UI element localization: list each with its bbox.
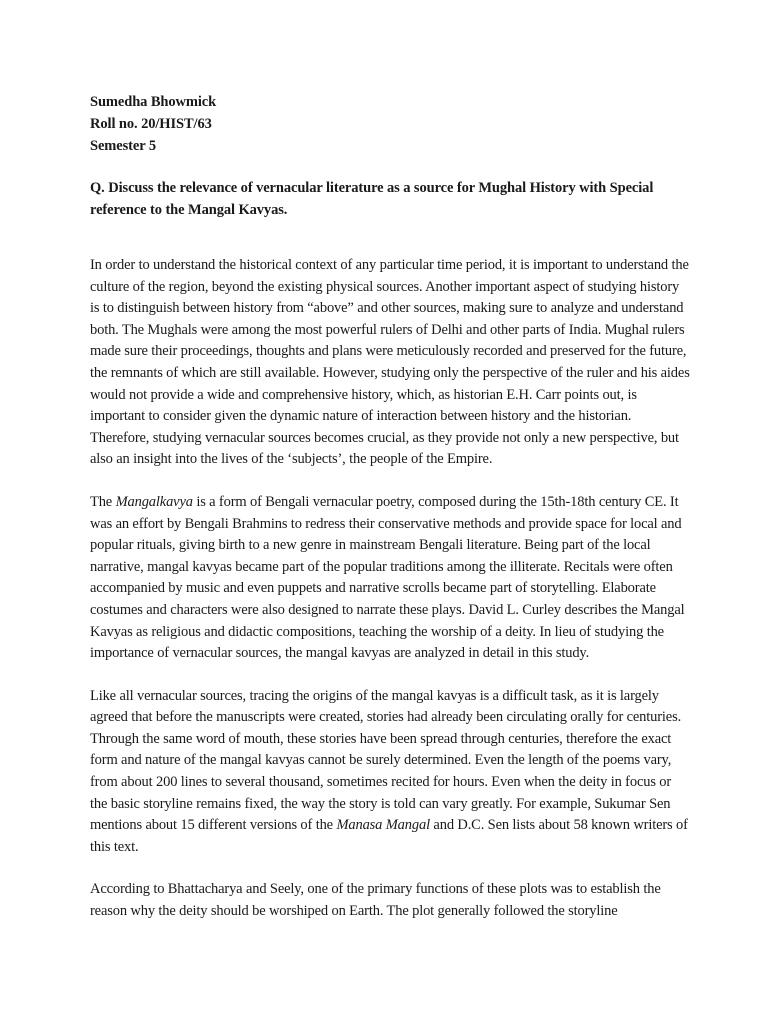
- author-block: [90, 91, 690, 157]
- paragraph-2: [90, 492, 690, 665]
- roll-number: Roll no. 20/HIST/63: [90, 116, 212, 132]
- semester: Semester 5: [90, 138, 156, 154]
- document-page: [90, 91, 690, 923]
- paragraph-1: In order to understand the historical context of any particular time period, it is important to understand the culture of the region, beyond the existing physical sources. Another important aspect of studying history is to distinguish between history from “above” and other sources, making sure to analyze and understand both. The Mughals were among the most powerful rulers of Delhi and other parts of India. Mughal rulers made sure their proceedings, thoughts and plans were meticulously recorded and preserved for the future, the remnants of which are still available. However, studying only the perspective of the ruler and his aides would not provide a wide and comprehensive history, which, as historian E.H. Carr points out, is important to consider given the dynamic nature of interaction between history and the historian. Therefore, studying vernacular sources becomes crucial, as they provide not only a new perspective, but also an insight into the lives of the ‘subjects’, the people of the Empire.: [90, 257, 690, 468]
- paragraph-3-body: Like all vernacular sources, tracing the origins of the mangal kavyas is a difficult task, as it is largely agreed that before the manuscripts were created, stories had already been circulating orally for centuries. Through the same word of mouth, these stories have been spread through centuries, therefore the exact form and nature of the mangal kavyas cannot be surely determined. Even the length of the poems vary, from about 200 lines to several thousand, sometimes recited for hours. Even when the deity in focus or the basic storyline remains fixed, the way the story is told can vary greatly. For example, Sukumar Sen mentions about 15 different versions of the: [90, 687, 682, 834]
- question-heading: Q. Discuss the relevance of vernacular literature as a source for Mughal History with Special reference to the Mangal Kavyas.: [90, 180, 654, 218]
- mangalkavya-term: Mangalkavya: [115, 493, 193, 510]
- paragraph-2-prefix: The: [90, 493, 116, 510]
- paragraph-4: According to Bhattacharya and Seely, one of the primary functions of these plots was to establish the reason why the deity should be worshiped on Earth. The plot generally followed the storyline: [90, 881, 661, 920]
- paragraph-3: [90, 686, 690, 859]
- paragraph-2-body: is a form of Bengali vernacular poetry, composed during the 15th-18th century CE. It was an effort by Bengali Brahmins to redress their conservative methods and provide space for local and popular rituals, giving birth to a new genre in mainstream Bengali literature. Being part of the local narrative, mangal kavyas became part of the popular traditions among the illiterate. Recitals were often accompanied by music and even puppets and narrative scrolls became part of storytelling. Elaborate costumes and characters were also designed to narrate these plays. David L. Curley describes the Mangal Kavyas as religious and didactic compositions, teaching the worship of a deity. In lieu of studying the importance of vernacular sources, the mangal kavyas are analyzed in detail in this study.: [90, 493, 685, 662]
- manasa-mangal-term: Manasa Mangal: [336, 817, 430, 834]
- paragraph-3-end: and D.C. Sen lists about 58 known writers of this text.: [90, 817, 688, 855]
- author-name: Sumedha Bhowmick: [90, 94, 217, 110]
